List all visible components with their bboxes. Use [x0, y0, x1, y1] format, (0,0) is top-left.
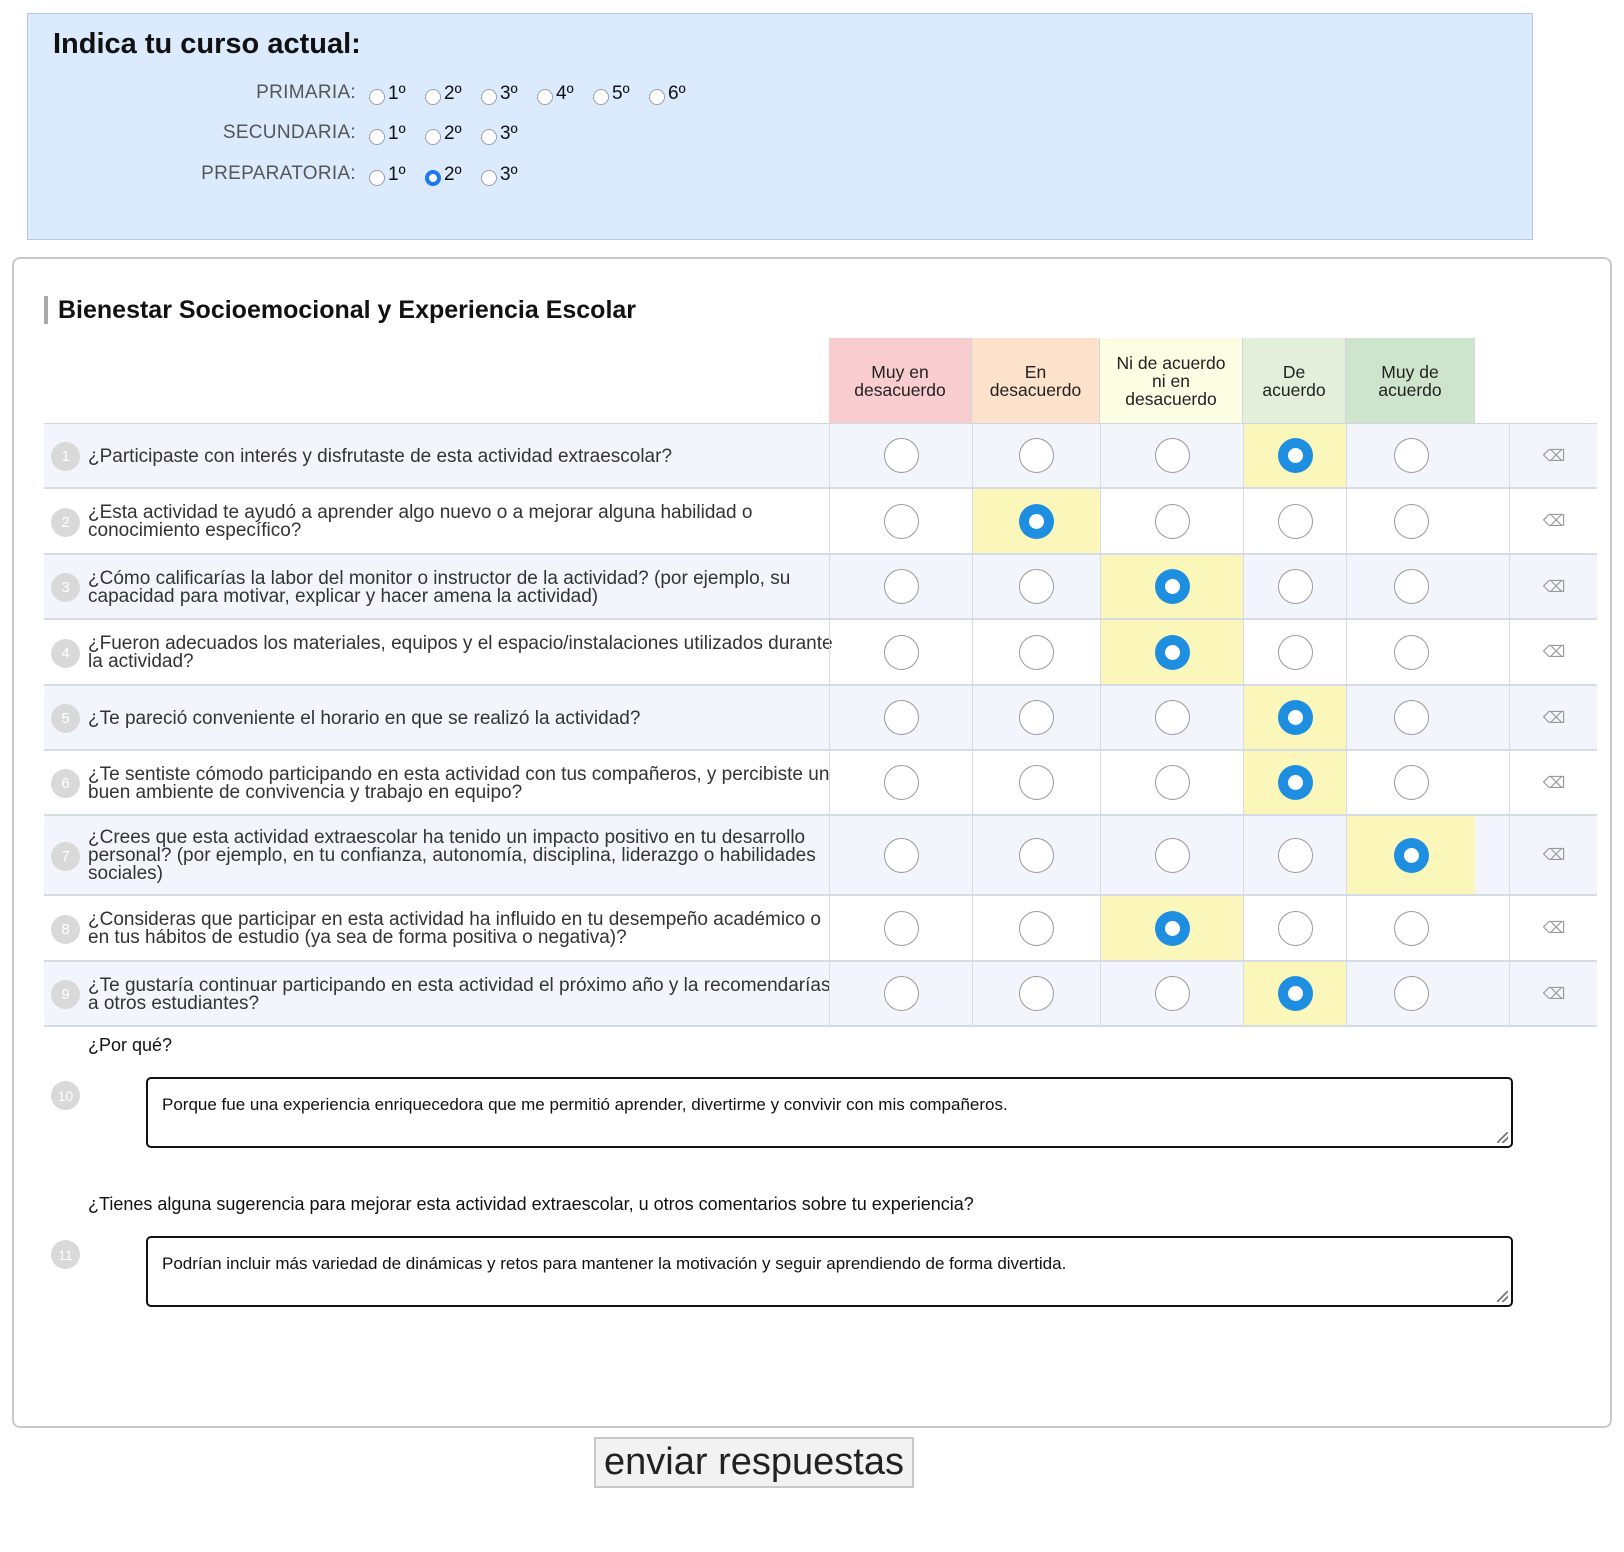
course-radio[interactable]: [593, 89, 609, 105]
backspace-icon: ⌫: [1542, 447, 1566, 465]
answer-cell[interactable]: [1243, 620, 1346, 684]
answer-textarea[interactable]: [146, 1236, 1513, 1307]
answer-cell[interactable]: [1243, 962, 1346, 1025]
resize-grip-icon[interactable]: [1497, 1291, 1508, 1302]
answer-radio[interactable]: [884, 504, 919, 539]
answer-radio[interactable]: [1155, 976, 1190, 1011]
clear-answer-button[interactable]: [1509, 816, 1598, 894]
course-option-label: 6º: [668, 83, 686, 104]
answer-cell[interactable]: [1346, 751, 1475, 814]
answer-radio[interactable]: [884, 976, 919, 1011]
backspace-icon: ⌫: [1542, 920, 1566, 937]
answer-radio[interactable]: [1394, 911, 1429, 946]
resize-grip-icon[interactable]: [1497, 1132, 1508, 1143]
answer-radio[interactable]: [1019, 700, 1054, 735]
question-row: [44, 424, 1597, 489]
answer-text: Podrían incluir más variedad de dinámicas y retos para mantener la motivación y seguir aprendiendo de forma divertida.: [162, 1254, 1067, 1273]
answer-radio[interactable]: [1155, 700, 1190, 735]
answer-cell[interactable]: [972, 424, 1100, 487]
answer-radio[interactable]: [1394, 569, 1429, 604]
answer-radio[interactable]: [1278, 438, 1313, 473]
question-number: 5: [51, 704, 80, 733]
question-row: [44, 620, 1597, 686]
answer-cell[interactable]: [1100, 751, 1243, 814]
answer-radio[interactable]: [1394, 438, 1429, 473]
answer-radio[interactable]: [884, 569, 919, 604]
clear-answer-button[interactable]: [1509, 686, 1598, 749]
question-text: ¿Consideras que participar en esta actividad ha influido en tu desempeño académico o en tus hábitos de estudio (ya sea de forma positiva o negativa)?: [88, 909, 822, 948]
course-option[interactable]: [537, 80, 574, 108]
backspace-icon: ⌫: [1542, 513, 1566, 530]
question-text: ¿Te pareció conveniente el horario en que se realizó la actividad?: [88, 707, 641, 729]
backspace-icon: ⌫: [1542, 709, 1566, 727]
answer-radio[interactable]: [1155, 838, 1190, 873]
backspace-icon: ⌫: [1542, 985, 1566, 1003]
question-number: 7: [51, 842, 80, 871]
question-row: [44, 686, 1597, 751]
answer-cell[interactable]: [972, 620, 1100, 684]
answer-cell[interactable]: [1346, 896, 1475, 960]
answer-cell[interactable]: [829, 962, 972, 1025]
clear-answer-button[interactable]: [1509, 962, 1598, 1025]
question-row: [44, 489, 1597, 555]
question-number: 11: [51, 1240, 80, 1269]
course-radio[interactable]: [369, 129, 385, 145]
answer-radio[interactable]: [884, 838, 919, 873]
answer-cell[interactable]: [1100, 424, 1243, 487]
question-number: 9: [51, 980, 80, 1009]
answer-textarea[interactable]: [146, 1077, 1513, 1148]
level-row: [28, 161, 1528, 191]
course-radio[interactable]: [481, 170, 497, 186]
answer-radio[interactable]: [1278, 504, 1313, 539]
answer-radio[interactable]: [1394, 635, 1429, 670]
course-option[interactable]: [649, 80, 686, 108]
answer-radio[interactable]: [1155, 438, 1190, 473]
course-radio[interactable]: [369, 170, 385, 186]
question-number: 6: [51, 769, 80, 798]
answer-radio[interactable]: [1394, 765, 1429, 800]
answer-radio[interactable]: [1278, 569, 1313, 604]
course-panel: [27, 13, 1533, 240]
course-title: Indica tu curso actual:: [53, 28, 361, 60]
answer-cell[interactable]: [1346, 620, 1475, 684]
course-option-label: 3º: [500, 83, 518, 104]
answer-cell[interactable]: [1100, 620, 1243, 684]
level-label: PREPARATORIA:: [201, 163, 356, 184]
answer-cell[interactable]: [972, 816, 1100, 894]
course-option-label: 4º: [556, 83, 574, 104]
course-option[interactable]: [425, 161, 462, 189]
answer-cell[interactable]: [1100, 962, 1243, 1025]
clear-answer-button[interactable]: [1509, 896, 1598, 960]
answer-radio[interactable]: [884, 700, 919, 735]
submit-button[interactable]: enviar respuestas: [594, 1437, 914, 1488]
question-row: [44, 896, 1597, 962]
question-number: 2: [51, 508, 80, 537]
course-option-label: 1º: [388, 123, 406, 144]
clear-answer-button[interactable]: [1509, 555, 1598, 618]
answer-cell[interactable]: [972, 489, 1100, 553]
course-option-label: 5º: [612, 83, 630, 104]
question-text: ¿Fueron adecuados los materiales, equipos y el espacio/instalaciones utilizados durante la actividad?: [88, 633, 833, 672]
level-label: PRIMARIA:: [256, 82, 356, 103]
question-row: [44, 962, 1597, 1027]
answer-radio[interactable]: [1278, 838, 1313, 873]
course-option[interactable]: [369, 120, 406, 148]
answer-cell[interactable]: [1243, 816, 1346, 894]
level-row: [28, 80, 1528, 110]
question-row: [44, 555, 1597, 620]
answer-cell[interactable]: [829, 816, 972, 894]
clear-answer-button[interactable]: [1509, 424, 1598, 487]
scale-header-1: Muy en desacuerdo: [829, 338, 972, 424]
course-option[interactable]: [425, 120, 462, 148]
answer-radio[interactable]: [1278, 911, 1313, 946]
answer-cell[interactable]: [1243, 424, 1346, 487]
question-text: ¿Crees que esta actividad extraescolar ha tenido un impacto positivo en tu desarrollo personal? (por ejemplo, en tu confianza, autonomía, disciplina, liderazgo o habilidades sociales): [88, 827, 816, 884]
question-number: 8: [51, 915, 80, 944]
answer-radio[interactable]: [1394, 700, 1429, 735]
question-number: 4: [51, 639, 80, 668]
answer-cell[interactable]: [1100, 489, 1243, 553]
course-option[interactable]: [481, 161, 518, 189]
answer-cell[interactable]: [829, 424, 972, 487]
answer-cell[interactable]: [1346, 489, 1475, 553]
question-text: ¿Esta actividad te ayudó a aprender algo nuevo o a mejorar alguna habilidad o conocimiento específico?: [88, 502, 753, 541]
course-option-label: 3º: [500, 123, 518, 144]
answer-cell[interactable]: [1243, 489, 1346, 553]
answer-radio[interactable]: [1019, 504, 1054, 539]
course-option[interactable]: [481, 80, 518, 108]
answer-cell[interactable]: [1346, 816, 1475, 894]
course-option[interactable]: [369, 80, 406, 108]
course-option[interactable]: [369, 161, 406, 189]
answer-cell[interactable]: [829, 686, 972, 749]
answer-text: Porque fue una experiencia enriquecedora que me permitió aprender, divertirme y convivir con mis compañeros.: [162, 1095, 1008, 1114]
answer-radio[interactable]: [1394, 838, 1429, 873]
clear-answer-button[interactable]: [1509, 620, 1598, 684]
scale-header-4: De acuerdo: [1243, 338, 1346, 424]
answer-cell[interactable]: [1346, 424, 1475, 487]
course-radio[interactable]: [537, 89, 553, 105]
course-option-label: 3º: [500, 164, 518, 185]
answer-cell[interactable]: [1243, 686, 1346, 749]
scale-header-3: Ni de acuerdo ni en desacuerdo: [1100, 338, 1243, 424]
answer-radio[interactable]: [1019, 911, 1054, 946]
answer-cell[interactable]: [1243, 751, 1346, 814]
course-option[interactable]: [593, 80, 630, 108]
answer-cell[interactable]: [1100, 686, 1243, 749]
question-text: ¿Te gustaría continuar participando en esta actividad el próximo año y la recomendarías a otros estudiantes?: [88, 974, 831, 1014]
answer-radio[interactable]: [1019, 838, 1054, 873]
course-option-label: 1º: [388, 83, 406, 104]
answer-radio[interactable]: [1278, 976, 1313, 1011]
answer-radio[interactable]: [1394, 504, 1429, 539]
answer-radio[interactable]: [884, 438, 919, 473]
level-row: [28, 120, 1528, 150]
answer-cell[interactable]: [829, 620, 972, 684]
answer-cell[interactable]: [829, 489, 972, 553]
answer-cell[interactable]: [1346, 686, 1475, 749]
answer-radio[interactable]: [1019, 765, 1054, 800]
question-text: ¿Participaste con interés y disfrutaste de esta actividad extraescolar?: [88, 445, 673, 467]
answer-radio[interactable]: [1155, 635, 1190, 670]
course-option-label: 2º: [444, 164, 462, 185]
course-option[interactable]: [481, 120, 518, 148]
answer-radio[interactable]: [1155, 569, 1190, 604]
answer-radio[interactable]: [884, 635, 919, 670]
backspace-icon: ⌫: [1542, 847, 1566, 864]
answer-radio[interactable]: [1278, 700, 1313, 735]
course-radio[interactable]: [649, 89, 665, 105]
course-option-label: 1º: [388, 164, 406, 185]
answer-cell[interactable]: [1100, 896, 1243, 960]
course-radio[interactable]: [425, 89, 441, 105]
question-text: ¿Te sentiste cómodo participando en esta actividad con tus compañeros, y percibiste un buen ambiente de convivencia y trabajo en equipo?: [88, 763, 830, 803]
course-radio[interactable]: [481, 89, 497, 105]
answer-cell[interactable]: [1100, 555, 1243, 618]
survey-card: [12, 257, 1612, 1428]
question-number: 3: [51, 573, 80, 602]
answer-radio[interactable]: [1155, 911, 1190, 946]
answer-radio[interactable]: [1019, 438, 1054, 473]
answer-radio[interactable]: [1019, 569, 1054, 604]
answer-radio[interactable]: [1019, 635, 1054, 670]
course-radio[interactable]: [425, 129, 441, 145]
answer-radio[interactable]: [1278, 635, 1313, 670]
scale-header-2: En desacuerdo: [972, 338, 1100, 424]
answer-radio[interactable]: [1394, 976, 1429, 1011]
clear-answer-button[interactable]: [1509, 751, 1598, 814]
backspace-icon: ⌫: [1542, 774, 1566, 792]
answer-cell[interactable]: [1346, 555, 1475, 618]
section-title: Bienestar Socioemocional y Experiencia Escolar: [44, 296, 636, 324]
backspace-icon: ⌫: [1542, 644, 1566, 661]
answer-cell[interactable]: [1243, 555, 1346, 618]
answer-cell[interactable]: [1100, 816, 1243, 894]
answer-cell[interactable]: [972, 686, 1100, 749]
answer-radio[interactable]: [1278, 765, 1313, 800]
answer-cell[interactable]: [972, 751, 1100, 814]
course-option-label: 2º: [444, 123, 462, 144]
question-text: ¿Cómo calificarías la labor del monitor o instructor de la actividad? (por ejemplo, su capacidad para motivar, explicar y hacer amena la actividad): [88, 567, 791, 607]
clear-answer-button[interactable]: [1509, 489, 1598, 553]
answer-cell[interactable]: [972, 962, 1100, 1025]
question-row: [44, 751, 1597, 816]
answer-radio[interactable]: [884, 911, 919, 946]
question-row: [44, 816, 1597, 896]
answer-cell[interactable]: [1346, 962, 1475, 1025]
backspace-icon: ⌫: [1542, 578, 1566, 596]
course-radio[interactable]: [369, 89, 385, 105]
answer-cell[interactable]: [829, 555, 972, 618]
course-option-label: 2º: [444, 83, 462, 104]
course-radio[interactable]: [481, 129, 497, 145]
course-radio[interactable]: [425, 170, 441, 186]
answer-cell[interactable]: [972, 896, 1100, 960]
course-option[interactable]: [425, 80, 462, 108]
question-number: 10: [51, 1081, 80, 1110]
open-question-label: ¿Tienes alguna sugerencia para mejorar esta actividad extraescolar, u otros comentarios sobre tu experiencia?: [88, 1194, 974, 1214]
level-label: SECUNDARIA:: [222, 122, 356, 143]
question-number: 1: [51, 442, 80, 471]
open-question-label: ¿Por qué?: [88, 1035, 173, 1055]
answer-cell[interactable]: [829, 751, 972, 814]
scale-header-5: Muy de acuerdo: [1346, 338, 1475, 424]
answer-radio[interactable]: [1155, 504, 1190, 539]
answer-cell[interactable]: [829, 896, 972, 960]
answer-cell[interactable]: [1243, 896, 1346, 960]
answer-radio[interactable]: [1019, 976, 1054, 1011]
answer-radio[interactable]: [884, 765, 919, 800]
answer-radio[interactable]: [1155, 765, 1190, 800]
answer-cell[interactable]: [972, 555, 1100, 618]
